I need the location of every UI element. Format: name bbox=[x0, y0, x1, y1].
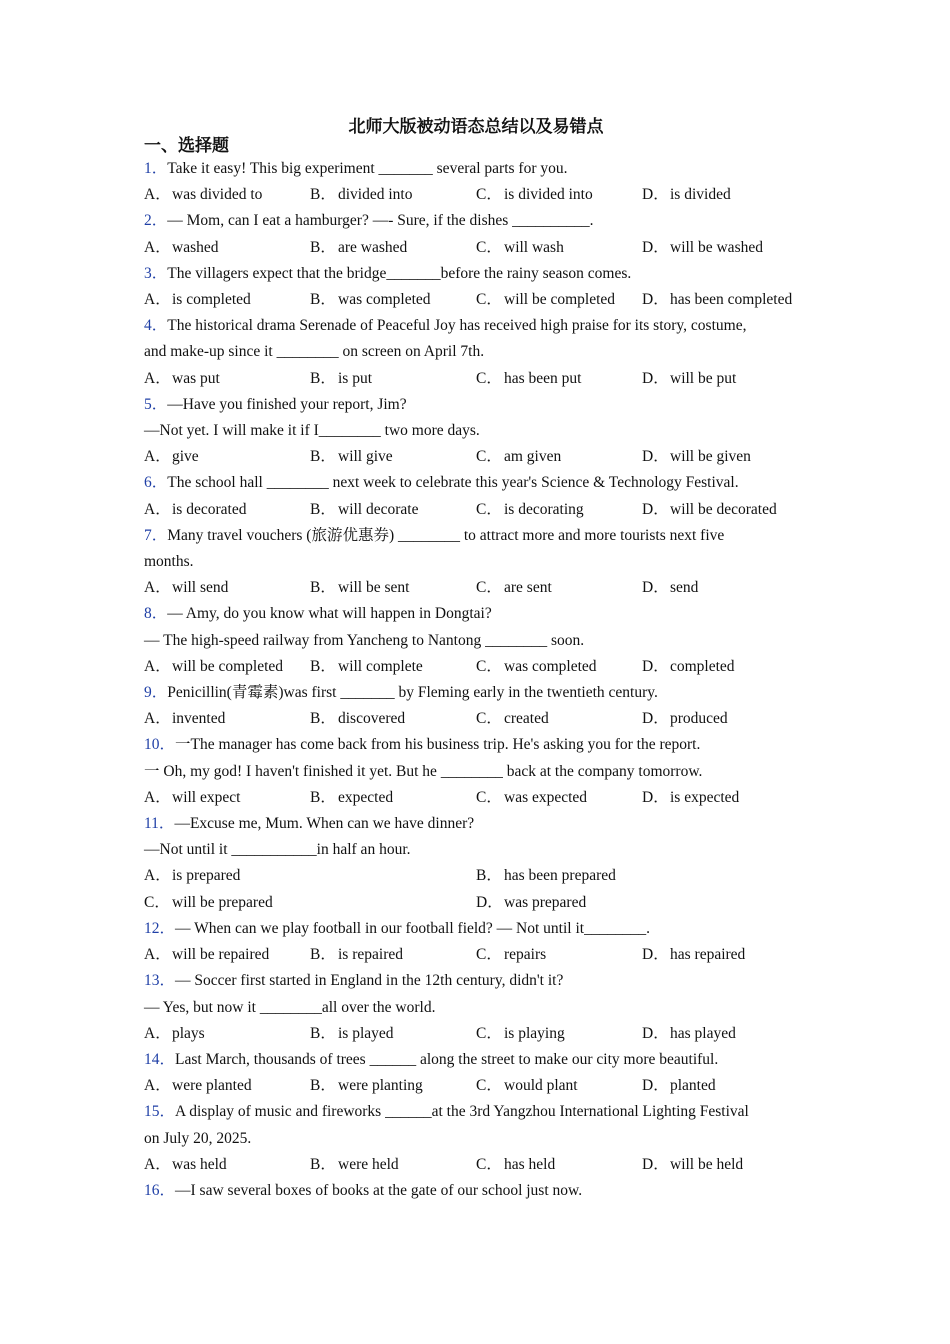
question-line: —I saw several boxes of books at the gate of our school just now. bbox=[175, 1181, 583, 1199]
option-letter: C． bbox=[476, 369, 502, 387]
question-text bbox=[144, 811, 808, 837]
option-letter: B． bbox=[310, 946, 336, 964]
option-text: has been prepared bbox=[504, 867, 616, 885]
question-12 bbox=[144, 916, 808, 968]
answer-option[interactable] bbox=[476, 1021, 642, 1047]
option-text: discovered bbox=[338, 710, 406, 728]
option-letter: D． bbox=[642, 291, 669, 309]
option-text: is decorating bbox=[504, 500, 584, 518]
answer-option[interactable] bbox=[476, 497, 642, 523]
option-letter: C． bbox=[476, 1155, 502, 1173]
option-text: will be completed bbox=[172, 657, 284, 675]
option-letter: D． bbox=[642, 657, 669, 675]
answer-option[interactable] bbox=[144, 287, 310, 313]
option-text: would plant bbox=[504, 1077, 578, 1095]
question-line: —Have you finished your report, Jim? bbox=[167, 395, 407, 413]
option-text: is decorated bbox=[172, 500, 247, 518]
question-line: — Yes, but now it ________all over the world. bbox=[144, 998, 436, 1016]
answer-option[interactable] bbox=[642, 287, 808, 313]
question-line: 一 Oh, my god! I haven't finished it yet. But he ________ back at the company tomorrow. bbox=[144, 762, 703, 780]
question-text bbox=[144, 628, 808, 654]
question-2 bbox=[144, 208, 808, 260]
question-6 bbox=[144, 470, 808, 522]
question-number: 7． bbox=[144, 526, 168, 544]
answer-option[interactable] bbox=[144, 706, 310, 732]
option-letter: D． bbox=[642, 186, 669, 204]
question-14 bbox=[144, 1047, 808, 1099]
answer-option[interactable] bbox=[310, 1152, 476, 1178]
answer-option[interactable] bbox=[144, 890, 476, 916]
answer-option[interactable] bbox=[476, 1152, 642, 1178]
question-number: 6． bbox=[144, 474, 168, 492]
option-text: completed bbox=[670, 657, 735, 675]
answer-option[interactable] bbox=[642, 942, 808, 968]
option-text: was prepared bbox=[504, 893, 587, 911]
question-8 bbox=[144, 601, 808, 680]
option-text: will be decorated bbox=[670, 500, 777, 518]
option-letter: B． bbox=[310, 500, 336, 518]
option-letter: D． bbox=[642, 500, 669, 518]
option-letter: A． bbox=[144, 291, 171, 309]
question-number: 12． bbox=[144, 919, 176, 937]
answer-option[interactable] bbox=[310, 706, 476, 732]
question-number: 10． bbox=[144, 736, 176, 754]
question-line: Last March, thousands of trees ______ along the street to make our city more beautiful. bbox=[175, 1050, 719, 1068]
answer-option[interactable] bbox=[476, 444, 642, 470]
option-text: is repaired bbox=[338, 946, 403, 964]
option-text: is divided bbox=[670, 186, 731, 204]
option-letter: B． bbox=[310, 710, 336, 728]
question-line: Take it easy! This big experiment _______ several parts for you. bbox=[167, 160, 568, 177]
question-15 bbox=[144, 1099, 808, 1178]
question-line: months. bbox=[144, 553, 194, 571]
answer-option[interactable] bbox=[144, 1073, 310, 1099]
answer-option[interactable] bbox=[144, 1021, 310, 1047]
option-text: has held bbox=[504, 1155, 556, 1173]
question-text bbox=[144, 837, 808, 863]
document-title: 北师大版被动语态总结以及易错点 bbox=[348, 117, 604, 137]
question-line: on July 20, 2025. bbox=[144, 1129, 252, 1147]
option-letter: D． bbox=[642, 946, 669, 964]
question-line: — Amy, do you know what will happen in Dongtai? bbox=[167, 605, 492, 623]
question-text bbox=[144, 156, 808, 182]
question-line: — The high-speed railway from Yancheng to Nantong ________ soon. bbox=[144, 631, 585, 649]
option-letter: A． bbox=[144, 579, 171, 597]
option-text: give bbox=[172, 448, 199, 466]
answer-option[interactable] bbox=[144, 235, 310, 261]
question-1 bbox=[144, 156, 808, 208]
option-letter: D． bbox=[642, 788, 669, 806]
option-text: will be completed bbox=[504, 291, 616, 309]
answer-option[interactable] bbox=[310, 235, 476, 261]
option-row bbox=[144, 706, 808, 732]
option-letter: B． bbox=[310, 369, 336, 387]
question-line: — When can we play football in our football field? — Not until it________. bbox=[175, 919, 650, 937]
option-letter: B． bbox=[310, 448, 336, 466]
answer-option[interactable] bbox=[642, 1073, 808, 1099]
option-letter: B． bbox=[310, 579, 336, 597]
option-text: are washed bbox=[338, 238, 408, 256]
question-number: 9． bbox=[144, 684, 168, 702]
option-row bbox=[144, 654, 808, 680]
option-letter: A． bbox=[144, 867, 171, 885]
option-row bbox=[144, 287, 808, 313]
document-page bbox=[144, 114, 808, 1204]
question-4 bbox=[144, 313, 808, 392]
question-text bbox=[144, 968, 808, 994]
question-number: 3． bbox=[144, 264, 168, 282]
question-line: — Mom, can I eat a hamburger? —- Sure, if the dishes __________. bbox=[167, 212, 594, 230]
section-heading: 一、选择题 bbox=[144, 136, 229, 156]
question-number: 2． bbox=[144, 212, 168, 230]
option-text: will decorate bbox=[338, 500, 419, 518]
option-text: was completed bbox=[338, 291, 431, 309]
question-7 bbox=[144, 523, 808, 602]
answer-option[interactable] bbox=[476, 942, 642, 968]
question-number: 11． bbox=[144, 815, 175, 833]
option-text: is completed bbox=[172, 291, 251, 309]
option-text: divided into bbox=[338, 186, 413, 204]
option-text: was completed bbox=[504, 657, 597, 675]
option-letter: A． bbox=[144, 1077, 171, 1095]
question-number: 1． bbox=[144, 160, 168, 177]
option-letter: C． bbox=[476, 788, 502, 806]
option-letter: C． bbox=[476, 500, 502, 518]
question-text bbox=[144, 523, 808, 549]
question-line: —Excuse me, Mum. When can we have dinner? bbox=[174, 815, 475, 833]
option-letter: A． bbox=[144, 710, 171, 728]
question-text bbox=[144, 261, 808, 287]
option-letter: C． bbox=[476, 579, 502, 597]
option-row bbox=[144, 497, 808, 523]
answer-option[interactable] bbox=[310, 182, 476, 208]
option-text: washed bbox=[172, 238, 219, 256]
option-letter: A． bbox=[144, 946, 171, 964]
question-number: 5． bbox=[144, 395, 168, 413]
question-line: Penicillin(青霉素)was first _______ by Fleming early in the twentieth century. bbox=[167, 684, 658, 702]
answer-option[interactable] bbox=[310, 654, 476, 680]
answer-option[interactable] bbox=[144, 444, 310, 470]
option-letter: C． bbox=[476, 238, 502, 256]
option-letter: C． bbox=[476, 946, 502, 964]
option-text: am given bbox=[504, 448, 562, 466]
option-letter: B． bbox=[310, 1024, 336, 1042]
question-text bbox=[144, 418, 808, 444]
answer-option[interactable] bbox=[642, 654, 808, 680]
option-text: are sent bbox=[504, 579, 552, 597]
option-text: has been completed bbox=[670, 291, 793, 309]
option-letter: C． bbox=[476, 1077, 502, 1095]
question-line: The school hall ________ next week to celebrate this year's Science & Technology Festival. bbox=[167, 474, 739, 492]
option-text: has been put bbox=[504, 369, 582, 387]
answer-option[interactable] bbox=[144, 1152, 310, 1178]
option-text: is played bbox=[338, 1024, 394, 1042]
option-text: will send bbox=[172, 579, 229, 597]
option-text: were planted bbox=[172, 1077, 252, 1095]
answer-option[interactable] bbox=[642, 706, 808, 732]
question-number: 16． bbox=[144, 1181, 176, 1199]
option-text: will be sent bbox=[338, 579, 410, 597]
question-3 bbox=[144, 261, 808, 313]
option-text: was put bbox=[172, 369, 220, 387]
option-letter: A． bbox=[144, 657, 171, 675]
option-row bbox=[144, 942, 808, 968]
option-letter: A． bbox=[144, 369, 171, 387]
option-text: will complete bbox=[338, 657, 423, 675]
answer-option[interactable] bbox=[144, 785, 310, 811]
question-9 bbox=[144, 680, 808, 732]
answer-option[interactable] bbox=[310, 1021, 476, 1047]
option-letter: D． bbox=[642, 1155, 669, 1173]
question-16 bbox=[144, 1178, 808, 1204]
option-letter: C． bbox=[476, 291, 502, 309]
option-text: will be washed bbox=[670, 238, 763, 256]
option-text: invented bbox=[172, 710, 226, 728]
answer-option[interactable] bbox=[476, 575, 642, 601]
question-text bbox=[144, 208, 808, 234]
option-text: will be given bbox=[670, 448, 751, 466]
answer-option[interactable] bbox=[310, 575, 476, 601]
answer-option[interactable] bbox=[476, 235, 642, 261]
option-text: produced bbox=[670, 710, 728, 728]
question-list bbox=[144, 156, 808, 1204]
question-text bbox=[144, 995, 808, 1021]
option-text: is prepared bbox=[172, 867, 241, 885]
option-row bbox=[144, 235, 808, 261]
question-text bbox=[144, 1126, 808, 1152]
option-letter: A． bbox=[144, 788, 171, 806]
option-letter: B． bbox=[310, 238, 336, 256]
option-letter: A． bbox=[144, 186, 171, 204]
option-row bbox=[144, 182, 808, 208]
option-letter: A． bbox=[144, 1024, 171, 1042]
option-text: was divided to bbox=[172, 186, 263, 204]
option-letter: C． bbox=[476, 657, 502, 675]
option-letter: B． bbox=[310, 291, 336, 309]
option-text: will be repaired bbox=[172, 946, 270, 964]
question-5 bbox=[144, 392, 808, 471]
option-text: plays bbox=[172, 1024, 205, 1042]
answer-option[interactable] bbox=[144, 497, 310, 523]
option-letter: B． bbox=[310, 186, 336, 204]
question-text bbox=[144, 601, 808, 627]
question-number: 15． bbox=[144, 1103, 176, 1121]
option-letter: A． bbox=[144, 500, 171, 518]
answer-option[interactable] bbox=[476, 287, 642, 313]
answer-option[interactable] bbox=[642, 785, 808, 811]
option-letter: A． bbox=[144, 238, 171, 256]
question-number: 8． bbox=[144, 605, 168, 623]
option-text: is expected bbox=[670, 788, 740, 806]
option-text: will be put bbox=[670, 369, 737, 387]
question-text bbox=[144, 759, 808, 785]
question-line: —Not yet. I will make it if I________ two more days. bbox=[144, 422, 480, 440]
option-letter: A． bbox=[144, 1155, 171, 1173]
option-letter: B． bbox=[310, 788, 336, 806]
option-letter: C． bbox=[144, 893, 170, 911]
answer-option[interactable] bbox=[642, 1152, 808, 1178]
question-13 bbox=[144, 968, 808, 1047]
option-row bbox=[144, 890, 808, 916]
answer-option[interactable] bbox=[144, 366, 310, 392]
option-text: will be prepared bbox=[172, 893, 273, 911]
answer-option[interactable] bbox=[144, 182, 310, 208]
answer-option[interactable] bbox=[476, 1073, 642, 1099]
answer-option[interactable] bbox=[476, 706, 642, 732]
option-text: expected bbox=[338, 788, 394, 806]
question-text bbox=[144, 549, 808, 575]
option-letter: D． bbox=[642, 1077, 669, 1095]
question-line: —Not until it ___________in half an hour. bbox=[144, 841, 411, 859]
answer-option[interactable] bbox=[476, 182, 642, 208]
answer-option[interactable] bbox=[642, 235, 808, 261]
answer-option[interactable] bbox=[310, 942, 476, 968]
option-row bbox=[144, 1021, 808, 1047]
answer-option[interactable] bbox=[642, 1021, 808, 1047]
question-line: Many travel vouchers (旅游优惠券) ________ to attract more and more tourists next five bbox=[167, 526, 725, 544]
option-letter: C． bbox=[476, 448, 502, 466]
question-text bbox=[144, 916, 808, 942]
option-letter: B． bbox=[310, 1077, 336, 1095]
option-letter: B． bbox=[476, 867, 502, 885]
question-line: A display of music and fireworks ______at the 3rd Yangzhou International Lighting Festival bbox=[175, 1103, 749, 1121]
question-text bbox=[144, 313, 808, 339]
option-text: send bbox=[670, 579, 699, 597]
question-text bbox=[144, 470, 808, 496]
answer-option[interactable] bbox=[310, 287, 476, 313]
question-text bbox=[144, 392, 808, 418]
answer-option[interactable] bbox=[144, 863, 476, 889]
option-letter: B． bbox=[310, 1155, 336, 1173]
question-line: and make-up since it ________ on screen on April 7th. bbox=[144, 343, 485, 361]
answer-option[interactable] bbox=[310, 785, 476, 811]
option-row bbox=[144, 785, 808, 811]
question-line: The historical drama Serenade of Peaceful Joy has received high praise for its story, costume, bbox=[167, 317, 747, 335]
option-text: is playing bbox=[504, 1024, 565, 1042]
option-row bbox=[144, 575, 808, 601]
question-text bbox=[144, 1099, 808, 1125]
question-number: 13． bbox=[144, 972, 176, 990]
answer-option[interactable] bbox=[642, 497, 808, 523]
option-text: was held bbox=[172, 1155, 227, 1173]
question-11 bbox=[144, 811, 808, 916]
option-text: were held bbox=[338, 1155, 399, 1173]
option-letter: D． bbox=[642, 1024, 669, 1042]
question-text bbox=[144, 1178, 808, 1204]
answer-option[interactable] bbox=[310, 497, 476, 523]
answer-option[interactable] bbox=[642, 444, 808, 470]
option-letter: D． bbox=[476, 893, 503, 911]
question-text bbox=[144, 732, 808, 758]
answer-option[interactable] bbox=[144, 942, 310, 968]
question-number: 4． bbox=[144, 317, 168, 335]
option-text: was expected bbox=[504, 788, 588, 806]
option-text: will expect bbox=[172, 788, 241, 806]
option-text: will be held bbox=[670, 1155, 744, 1173]
question-text bbox=[144, 680, 808, 706]
option-text: has played bbox=[670, 1024, 736, 1042]
question-text bbox=[144, 1047, 808, 1073]
question-number: 14． bbox=[144, 1050, 176, 1068]
answer-option[interactable] bbox=[310, 366, 476, 392]
answer-option[interactable] bbox=[144, 575, 310, 601]
option-letter: C． bbox=[476, 1024, 502, 1042]
question-line: 一The manager has come back from his business trip. He's asking you for the report. bbox=[175, 736, 701, 754]
option-letter: A． bbox=[144, 448, 171, 466]
option-text: will give bbox=[338, 448, 393, 466]
option-text: repairs bbox=[504, 946, 547, 964]
answer-option[interactable] bbox=[476, 890, 808, 916]
answer-option[interactable] bbox=[476, 366, 642, 392]
option-letter: D． bbox=[642, 369, 669, 387]
answer-option[interactable] bbox=[642, 182, 808, 208]
option-letter: C． bbox=[476, 186, 502, 204]
option-row bbox=[144, 366, 808, 392]
option-text: will wash bbox=[504, 238, 564, 256]
option-row bbox=[144, 1073, 808, 1099]
answer-option[interactable] bbox=[310, 1073, 476, 1099]
option-text: is divided into bbox=[504, 186, 593, 204]
option-letter: D． bbox=[642, 238, 669, 256]
question-line: The villagers expect that the bridge_______before the rainy season comes. bbox=[167, 264, 632, 282]
answer-option[interactable] bbox=[476, 863, 808, 889]
option-letter: C． bbox=[476, 710, 502, 728]
answer-option[interactable] bbox=[476, 654, 642, 680]
question-line: — Soccer first started in England in the 12th century, didn't it? bbox=[175, 972, 564, 990]
option-row bbox=[144, 444, 808, 470]
answer-option[interactable] bbox=[642, 366, 808, 392]
option-text: is put bbox=[338, 369, 373, 387]
answer-option[interactable] bbox=[144, 654, 310, 680]
option-letter: D． bbox=[642, 579, 669, 597]
option-letter: D． bbox=[642, 448, 669, 466]
option-row bbox=[144, 1152, 808, 1178]
option-text: were planting bbox=[338, 1077, 423, 1095]
option-text: has repaired bbox=[670, 946, 746, 964]
answer-option[interactable] bbox=[642, 575, 808, 601]
question-text bbox=[144, 339, 808, 365]
option-text: planted bbox=[670, 1077, 716, 1095]
answer-option[interactable] bbox=[310, 444, 476, 470]
question-10 bbox=[144, 732, 808, 811]
option-letter: D． bbox=[642, 710, 669, 728]
option-row bbox=[144, 863, 808, 889]
answer-option[interactable] bbox=[476, 785, 642, 811]
option-text: created bbox=[504, 710, 549, 728]
option-letter: B． bbox=[310, 657, 336, 675]
